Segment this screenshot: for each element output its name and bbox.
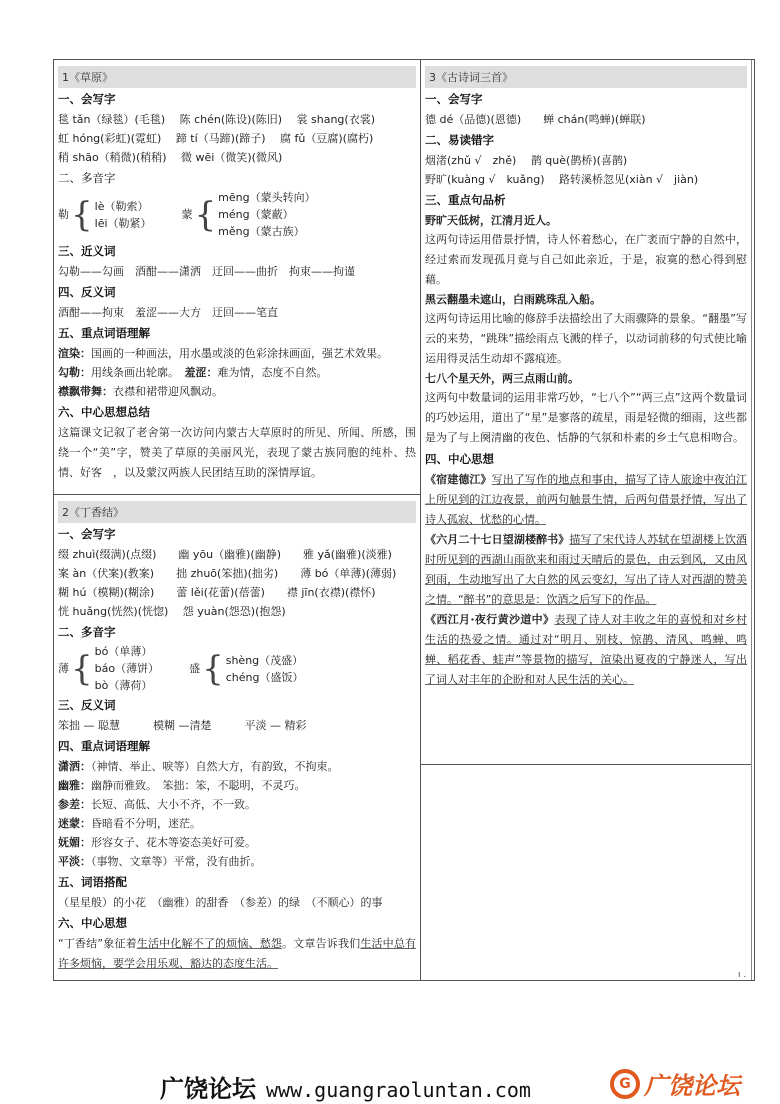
term-definition: 用线条画出轮廓。 bbox=[91, 366, 185, 379]
term-item bbox=[58, 382, 416, 401]
section-heading: 六、中心思想总结 bbox=[58, 405, 150, 419]
poem-summary-text: 描写了宋代诗人苏轼在望湖楼上饮酒时所见到的西湖山雨欲来和雨过天晴后的景色，由云到风，又由风到雨，生动地写出了大自然的风云变幻，写出了诗人对西湖的赞美之情。“醉书”的意思是：饮酒之后写下的作品。 bbox=[425, 533, 748, 606]
term-word: 迷蒙： bbox=[58, 817, 91, 830]
unit-title: 3《古诗词三首》 bbox=[425, 66, 747, 88]
polyphone-options bbox=[226, 652, 304, 686]
polyphone-option: bò（薄荷） bbox=[94, 679, 153, 692]
summary-text: “丁香结”象征着 bbox=[58, 937, 137, 950]
logo-text: 广饶论坛 bbox=[644, 1072, 740, 1100]
poem-summary bbox=[425, 530, 747, 610]
char-line: 稍 shāo（稍微)(稍稍) 微 wēi（微笑)(微风) bbox=[58, 151, 283, 164]
footer-brand: 广饶论坛 bbox=[160, 1075, 256, 1103]
term-definition: （神情、举止、唳等）自然大方，有韵致，不拘束。 bbox=[91, 760, 339, 773]
worksheet-table bbox=[53, 59, 755, 981]
term-definition: 难为情，态度不自然。 bbox=[217, 366, 328, 379]
poem-summary bbox=[425, 470, 747, 530]
polyphone-option: shèng（茂盛） bbox=[225, 653, 304, 667]
term-item bbox=[58, 363, 416, 382]
term-definition: 国画的一种画法，用水墨或淡的色彩涂抹画面，强艺术效果。 bbox=[91, 347, 388, 360]
summary-underlined: 生活中总有许多烦恼，要学会用乐观、豁达的态度生活。 bbox=[58, 937, 417, 970]
term-item bbox=[58, 344, 416, 363]
antonym-line: 笨拙 — 聪慧 模糊 —清楚 平淡 — 精彩 bbox=[58, 719, 307, 732]
polyphone-char: 薄 bbox=[58, 662, 69, 675]
polyphone-option: bó（单薄） bbox=[94, 645, 153, 658]
term-word: 妩媚： bbox=[58, 836, 91, 849]
term-word: 潇洒： bbox=[58, 760, 91, 773]
polyphone-option: chéng（盛饭） bbox=[225, 670, 304, 684]
unit-caoyuan bbox=[54, 60, 420, 492]
term-definition: 衣襟和裙带迎风飘动。 bbox=[113, 385, 223, 398]
term-definition: 长短、高低、大小不齐，不一致。 bbox=[91, 798, 256, 811]
poem-summary-text: 表现了诗人对丰收之年的喜悦和对乡村生活的热爱之情。通过对“明月、别枝、惊鹊、清风、鸣蝉、鸣蝉、稻花香、蛙声”等景物的描写，渲染出夏夜的宁静迷人，写出了词人对丰年的企盼和对人民生活的关心。 bbox=[425, 613, 747, 686]
section-heading: 二、多音字 bbox=[58, 171, 116, 185]
section-heading: 二、易读错字 bbox=[425, 133, 494, 147]
brace-icon: { bbox=[71, 648, 93, 689]
term-word: 渲染： bbox=[58, 347, 91, 360]
char-line: 虹 hóng(彩虹)(霓虹) 蹄 tí（马蹄)(蹄子) 腐 fǔ（豆腐)(腐朽) bbox=[58, 132, 374, 145]
unit-title: 2《丁香结》 bbox=[58, 501, 416, 523]
polyphone-option: méng（蒙蔽） bbox=[218, 208, 294, 221]
section-heading: 三、反义词 bbox=[58, 698, 116, 712]
char-line: 毯 tǎn（绿毯）(毛毯) 陈 chén(陈设)(陈旧) 裳 shang(衣裳) bbox=[58, 113, 375, 126]
polyphone-options bbox=[95, 643, 159, 694]
brace-icon: { bbox=[71, 194, 93, 235]
section-heading: 三、近义词 bbox=[58, 244, 116, 258]
collocation-line: （星星般）的小花 （幽雅）的甜香 （参差）的绿 （不顺心）的事 bbox=[58, 896, 383, 909]
section-heading: 三、重点句品析 bbox=[425, 193, 506, 207]
term-item bbox=[58, 776, 416, 795]
right-border-line bbox=[751, 60, 752, 980]
term-word: 勾勒： bbox=[58, 366, 91, 379]
polyphone-char: 蒙 bbox=[181, 208, 193, 221]
polyphone-char: 勒 bbox=[58, 208, 69, 221]
brace-icon: { bbox=[194, 194, 217, 235]
summary-text: 。文章告诉我们 bbox=[282, 937, 361, 950]
term-item bbox=[58, 852, 416, 871]
footer-watermark bbox=[160, 1069, 531, 1104]
section-heading: 四、中心思想 bbox=[425, 452, 494, 466]
logo-g-icon: G bbox=[610, 1069, 640, 1099]
summary-paragraph: 这篇课文记叙了老舍第一次访问内蒙古大草原时的所见、所闻、所感，围绕一个“美”字，赞美了草原的美丽风光，表现了蒙古族同胞的纯朴、热情、好客 ，以及蒙汉两族人民团结互助的深情厚谊。 bbox=[58, 426, 416, 479]
poem-title: 《六月二十七日望湖楼醉书》 bbox=[425, 533, 570, 546]
polyphone-option: mēng（蒙头转向） bbox=[218, 191, 316, 204]
section-heading: 一、会写字 bbox=[425, 92, 483, 106]
analysis-paragraph: 这两句中数量词的运用非常巧妙，“七八个”“两三点”这两个数量词的巧妙运用，道出了“星”是寥落的疏星，雨是轻微的细雨，这些都是为了与上阕清幽的夜色、恬静的气氛和朴素的乡土气息相吻合。 bbox=[425, 391, 747, 444]
term-definition: 形容女子、花木等姿态美好可爱。 bbox=[91, 836, 256, 849]
char-line: 恍 huǎng(恍然)(恍惚) 怨 yuàn(怨恐)(抱怨) bbox=[58, 605, 286, 618]
polyphone-option: lēi（勒紧） bbox=[94, 216, 152, 230]
analysis-paragraph: 这两句诗运用比喻的修辞手法描绘出了大雨骤降的景象。“翻墨”写云的来势，“跳珠”描绘雨点飞溅的样子，以动词前移的句式使比喻运用得灵活生动却不露痕迹。 bbox=[425, 312, 747, 365]
term-word: 幽雅： bbox=[58, 779, 91, 792]
polyphone-options bbox=[95, 198, 152, 232]
section-heading: 四、反义词 bbox=[58, 285, 116, 299]
poem-title: 《宿建德江》 bbox=[425, 473, 492, 486]
polyphone-option: měng（蒙古族） bbox=[218, 225, 305, 238]
section-heading: 一、会写字 bbox=[58, 92, 116, 106]
analysis-paragraph: 这两句诗运用借景抒情，诗人怀着愁心，在广袤而宁静的自然中，经过索而发现孤月竟与自己如此亲近，于是，寂寞的愁心得到慰藉。 bbox=[425, 233, 747, 286]
section-heading: 二、多音字 bbox=[58, 625, 116, 639]
term-item bbox=[58, 757, 416, 776]
unit-title: 1《草原》 bbox=[58, 66, 416, 88]
section-heading: 一、会写字 bbox=[58, 527, 116, 541]
summary-paragraph bbox=[58, 934, 416, 974]
term-word: 襟飘带舞： bbox=[58, 385, 113, 398]
term-item bbox=[58, 833, 416, 852]
unit-gushici bbox=[421, 60, 751, 765]
unit-dingxiangjie bbox=[54, 494, 420, 980]
polyphone-options bbox=[218, 189, 315, 240]
term-word: 参差： bbox=[58, 798, 91, 811]
site-logo bbox=[610, 1066, 740, 1101]
char-line: 缀 zhuì(缀满)(点缀) 幽 yōu（幽雅)(幽静) 雅 yǎ(幽雅)(淡雅) bbox=[58, 548, 392, 561]
char-line: 糊 hú（模糊)(糊涂) 蕾 lěi(花蕾)(蓓蕾) 襟 jīn(衣襟)(襟怀) bbox=[58, 586, 376, 599]
poem-summary-text: 写出了写作的地点和事由，描写了诗人旅途中夜泊江上所见到的江边夜景，前两句触景生情，后两句借景抒情，写出了诗人孤寂、忧愁的心情。 bbox=[425, 473, 748, 526]
term-definition: 幽静而雅致。 笨拙：笨，不聪明，不灵巧。 bbox=[91, 779, 306, 792]
poem-title: 《西江月·夜行黄沙道中》 bbox=[425, 613, 555, 626]
char-line: 野旷(kuàng √ kuǎng) 路转溪桥忽见(xiàn √ jiàn) bbox=[425, 173, 699, 186]
brace-icon: { bbox=[202, 648, 224, 689]
section-heading: 五、重点词语理解 bbox=[58, 326, 150, 340]
char-line: 烟渚(zhǔ √ zhě) 鹊 què(鹊桥)(喜鹊) bbox=[425, 154, 628, 167]
key-sentence: 七八个星天外，两三点雨山前。 bbox=[425, 372, 579, 385]
polyphone-option: báo（薄饼） bbox=[94, 662, 160, 675]
footer-url: www.guangraoluntan.com bbox=[266, 1078, 531, 1102]
term-definition: （事物、文章等）平常，没有曲折。 bbox=[91, 855, 262, 868]
summary-underlined: 生活中化解不了的烦恼、愁怨 bbox=[136, 937, 283, 950]
term-word: 羞涩： bbox=[184, 366, 218, 379]
polyphone-group bbox=[58, 189, 416, 240]
char-line: 德 dé（品德)(恩德) 蝉 chán(鸣蝉)(蝉联) bbox=[425, 113, 646, 126]
synonym-line: 勾勒——勾画 酒酣——潇洒 迂回——曲折 拘束——拘谨 bbox=[58, 265, 355, 278]
section-heading: 四、重点词语理解 bbox=[58, 739, 150, 753]
key-sentence: 黑云翻墨未遮山，白雨跳珠乱入船。 bbox=[425, 293, 601, 306]
poem-summary bbox=[425, 610, 747, 690]
polyphone-option: lè（勒索） bbox=[94, 199, 149, 213]
char-line: 案 àn（伏案)(教案) 拙 zhuō(笨拙)(拙劣) 薄 bó（单薄)(薄弱) bbox=[58, 567, 397, 580]
term-definition: 昏暗看不分明，迷茫。 bbox=[91, 817, 201, 830]
corner-mark: ı . bbox=[738, 970, 747, 980]
section-heading: 六、中心思想 bbox=[58, 916, 127, 930]
term-word: 平淡： bbox=[58, 855, 91, 868]
key-sentence: 野旷天低树，江清月近人。 bbox=[425, 214, 557, 227]
term-item bbox=[58, 814, 416, 833]
section-heading: 五、词语搭配 bbox=[58, 875, 127, 889]
antonym-line: 酒酣——拘束 羞涩——大方 迂回——笔直 bbox=[58, 306, 278, 319]
polyphone-char: 盛 bbox=[189, 662, 201, 675]
polyphone-group bbox=[58, 643, 416, 694]
term-item bbox=[58, 795, 416, 814]
